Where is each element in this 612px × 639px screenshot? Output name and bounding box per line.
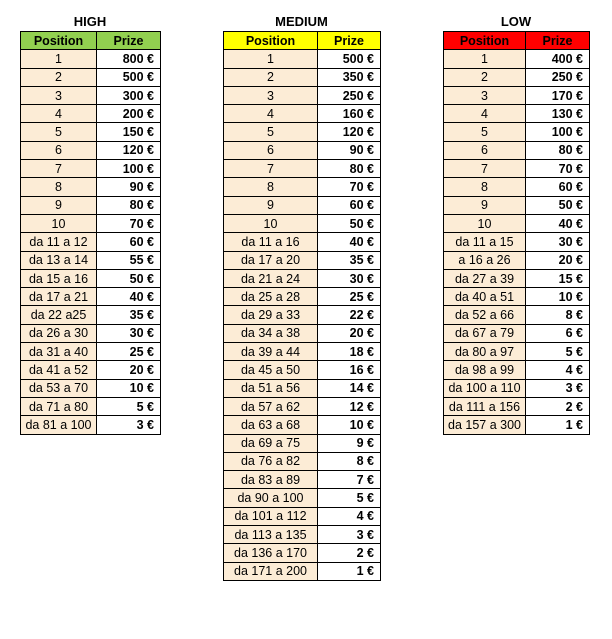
- table-row: [224, 86, 381, 104]
- prize-cell: 3 €: [97, 416, 161, 434]
- table-row: [21, 233, 161, 251]
- prize-cell: 35 €: [97, 306, 161, 324]
- position-cell: 9: [444, 196, 526, 214]
- table-row: [21, 86, 161, 104]
- table-row: [224, 68, 381, 86]
- prize-cell: 70 €: [526, 160, 590, 178]
- position-cell: da 11 a 15: [444, 233, 526, 251]
- table-row: [224, 324, 381, 342]
- position-header: Position: [21, 32, 97, 50]
- position-cell: da 51 a 56: [224, 379, 318, 397]
- position-cell: da 83 a 89: [224, 471, 318, 489]
- table-row: [224, 141, 381, 159]
- position-cell: da 113 a 135: [224, 526, 318, 544]
- prize-cell: 5 €: [318, 489, 381, 507]
- prize-cell: 150 €: [97, 123, 161, 141]
- prize-cell: 250 €: [318, 86, 381, 104]
- table-row: [21, 214, 161, 232]
- position-cell: da 63 a 68: [224, 416, 318, 434]
- prize-cell: 20 €: [97, 361, 161, 379]
- table-row: [21, 343, 161, 361]
- prize-cell: 8 €: [526, 306, 590, 324]
- position-cell: da 29 a 33: [224, 306, 318, 324]
- prize-cell: 16 €: [318, 361, 381, 379]
- table-row: [21, 160, 161, 178]
- table-row: [444, 288, 590, 306]
- table-row: [224, 471, 381, 489]
- table-row: [224, 489, 381, 507]
- table-row: [444, 233, 590, 251]
- position-cell: 9: [224, 196, 318, 214]
- table-row: [21, 178, 161, 196]
- prize-cell: 5 €: [97, 397, 161, 415]
- prize-cell: 60 €: [318, 196, 381, 214]
- prize-cell: 60 €: [526, 178, 590, 196]
- position-cell: 6: [21, 141, 97, 159]
- position-cell: da 81 a 100: [21, 416, 97, 434]
- prize-cell: 6 €: [526, 324, 590, 342]
- position-cell: da 17 a 21: [21, 288, 97, 306]
- position-cell: da 53 a 70: [21, 379, 97, 397]
- table-row: [224, 379, 381, 397]
- position-cell: da 98 a 99: [444, 361, 526, 379]
- position-cell: da 22 a25: [21, 306, 97, 324]
- table-row: [21, 416, 161, 434]
- table-row: [224, 416, 381, 434]
- position-cell: 3: [444, 86, 526, 104]
- prize-cell: 800 €: [97, 50, 161, 68]
- position-cell: da 27 a 39: [444, 269, 526, 287]
- medium-block: [223, 13, 380, 581]
- table-row: [444, 361, 590, 379]
- prize-cell: 10 €: [526, 288, 590, 306]
- table-row: [224, 507, 381, 525]
- table-row: [444, 214, 590, 232]
- position-cell: 6: [224, 141, 318, 159]
- table-row: [444, 160, 590, 178]
- position-cell: da 111 a 156: [444, 397, 526, 415]
- position-cell: 1: [224, 50, 318, 68]
- position-cell: da 100 a 110: [444, 379, 526, 397]
- table-row: [444, 251, 590, 269]
- position-cell: 10: [224, 214, 318, 232]
- position-cell: 5: [21, 123, 97, 141]
- table-row: [444, 105, 590, 123]
- table-row: [21, 288, 161, 306]
- prize-cell: 8 €: [318, 452, 381, 470]
- position-cell: da 157 a 300: [444, 416, 526, 434]
- position-cell: 4: [224, 105, 318, 123]
- prize-cell: 500 €: [97, 68, 161, 86]
- table-row: [224, 196, 381, 214]
- medium-title: MEDIUM: [275, 14, 328, 29]
- position-cell: 3: [224, 86, 318, 104]
- position-cell: da 67 a 79: [444, 324, 526, 342]
- table-row: [224, 251, 381, 269]
- prize-cell: 50 €: [318, 214, 381, 232]
- table-row: [224, 343, 381, 361]
- position-cell: da 71 a 80: [21, 397, 97, 415]
- prize-cell: 60 €: [97, 233, 161, 251]
- position-cell: da 76 a 82: [224, 452, 318, 470]
- table-row: [21, 361, 161, 379]
- position-cell: 8: [21, 178, 97, 196]
- position-cell: da 101 a 112: [224, 507, 318, 525]
- position-header: Position: [224, 32, 318, 50]
- prize-cell: 300 €: [97, 86, 161, 104]
- position-cell: da 15 a 16: [21, 269, 97, 287]
- table-row: [444, 196, 590, 214]
- position-cell: da 45 a 50: [224, 361, 318, 379]
- table-row: [21, 397, 161, 415]
- table-row: [21, 105, 161, 123]
- table-row: [224, 434, 381, 452]
- position-cell: da 80 a 97: [444, 343, 526, 361]
- prize-cell: 80 €: [318, 160, 381, 178]
- table-row: [224, 178, 381, 196]
- prize-cell: 4 €: [318, 507, 381, 525]
- position-cell: da 52 a 66: [444, 306, 526, 324]
- position-cell: da 11 a 16: [224, 233, 318, 251]
- position-cell: 7: [444, 160, 526, 178]
- position-cell: 6: [444, 141, 526, 159]
- position-cell: 8: [224, 178, 318, 196]
- table-row: [224, 105, 381, 123]
- position-cell: da 136 a 170: [224, 544, 318, 562]
- position-cell: 5: [224, 123, 318, 141]
- table-row: [224, 452, 381, 470]
- prize-header: Prize: [97, 32, 161, 50]
- prize-cell: 3 €: [318, 526, 381, 544]
- table-row: [444, 269, 590, 287]
- high-prize-table: [20, 31, 161, 435]
- table-row: [444, 324, 590, 342]
- prize-cell: 80 €: [526, 141, 590, 159]
- table-row: [21, 251, 161, 269]
- prize-cell: 4 €: [526, 361, 590, 379]
- prize-cell: 120 €: [318, 123, 381, 141]
- prize-cell: 130 €: [526, 105, 590, 123]
- position-cell: 2: [224, 68, 318, 86]
- high-block: [20, 13, 160, 435]
- table-row: [224, 214, 381, 232]
- prize-cell: 70 €: [318, 178, 381, 196]
- table-row: [444, 86, 590, 104]
- position-cell: 4: [444, 105, 526, 123]
- table-row: [224, 361, 381, 379]
- table-row: [224, 562, 381, 580]
- table-row: [444, 50, 590, 68]
- prize-cell: 10 €: [318, 416, 381, 434]
- prize-cell: 40 €: [526, 214, 590, 232]
- prize-cell: 40 €: [318, 233, 381, 251]
- position-cell: 5: [444, 123, 526, 141]
- position-cell: 10: [444, 214, 526, 232]
- table-row: [21, 141, 161, 159]
- table-row: [224, 233, 381, 251]
- table-row: [224, 288, 381, 306]
- prize-cell: 22 €: [318, 306, 381, 324]
- position-cell: da 13 a 14: [21, 251, 97, 269]
- position-cell: 3: [21, 86, 97, 104]
- prize-header: Prize: [318, 32, 381, 50]
- table-row: [224, 526, 381, 544]
- prize-cell: 20 €: [318, 324, 381, 342]
- position-cell: da 21 a 24: [224, 269, 318, 287]
- prize-cell: 170 €: [526, 86, 590, 104]
- low-block: [443, 13, 589, 435]
- position-cell: da 69 a 75: [224, 434, 318, 452]
- prize-cell: 160 €: [318, 105, 381, 123]
- table-row: [444, 397, 590, 415]
- prize-cell: 350 €: [318, 68, 381, 86]
- position-cell: da 17 a 20: [224, 251, 318, 269]
- table-row: [444, 68, 590, 86]
- prize-cell: 80 €: [97, 196, 161, 214]
- table-row: [21, 269, 161, 287]
- position-cell: da 171 a 200: [224, 562, 318, 580]
- prize-cell: 30 €: [318, 269, 381, 287]
- prize-cell: 70 €: [97, 214, 161, 232]
- table-row: [21, 123, 161, 141]
- table-row: [444, 379, 590, 397]
- position-cell: da 57 a 62: [224, 397, 318, 415]
- position-cell: da 40 a 51: [444, 288, 526, 306]
- prize-cell: 2 €: [526, 397, 590, 415]
- table-row: [224, 160, 381, 178]
- position-cell: 1: [21, 50, 97, 68]
- position-cell: 7: [21, 160, 97, 178]
- table-row: [224, 306, 381, 324]
- prize-cell: 20 €: [526, 251, 590, 269]
- prize-cell: 14 €: [318, 379, 381, 397]
- table-row: [444, 343, 590, 361]
- prize-cell: 200 €: [97, 105, 161, 123]
- prize-cell: 7 €: [318, 471, 381, 489]
- prize-cell: 1 €: [318, 562, 381, 580]
- position-cell: da 90 a 100: [224, 489, 318, 507]
- prize-cell: 90 €: [97, 178, 161, 196]
- prize-cell: 40 €: [97, 288, 161, 306]
- prize-cell: 30 €: [526, 233, 590, 251]
- position-cell: a 16 a 26: [444, 251, 526, 269]
- prize-cell: 50 €: [526, 196, 590, 214]
- table-row: [21, 379, 161, 397]
- position-cell: 2: [444, 68, 526, 86]
- table-row: [224, 269, 381, 287]
- table-row: [444, 178, 590, 196]
- table-row: [21, 324, 161, 342]
- prize-cell: 100 €: [97, 160, 161, 178]
- high-title: HIGH: [73, 14, 107, 29]
- prize-cell: 55 €: [97, 251, 161, 269]
- position-cell: da 25 a 28: [224, 288, 318, 306]
- prize-cell: 50 €: [97, 269, 161, 287]
- position-cell: 9: [21, 196, 97, 214]
- position-cell: da 11 a 12: [21, 233, 97, 251]
- position-cell: 2: [21, 68, 97, 86]
- position-header: Position: [444, 32, 526, 50]
- prize-cell: 12 €: [318, 397, 381, 415]
- table-row: [21, 68, 161, 86]
- prize-cell: 25 €: [318, 288, 381, 306]
- position-cell: da 34 a 38: [224, 324, 318, 342]
- table-row: [444, 123, 590, 141]
- position-cell: 10: [21, 214, 97, 232]
- prize-cell: 3 €: [526, 379, 590, 397]
- table-row: [444, 306, 590, 324]
- prize-cell: 25 €: [97, 343, 161, 361]
- prize-cell: 2 €: [318, 544, 381, 562]
- table-row: [224, 50, 381, 68]
- prize-cell: 18 €: [318, 343, 381, 361]
- prize-cell: 30 €: [97, 324, 161, 342]
- position-cell: da 26 a 30: [21, 324, 97, 342]
- position-cell: 7: [224, 160, 318, 178]
- prize-cell: 90 €: [318, 141, 381, 159]
- table-row: [21, 306, 161, 324]
- prize-cell: 1 €: [526, 416, 590, 434]
- position-cell: da 39 a 44: [224, 343, 318, 361]
- position-cell: 1: [444, 50, 526, 68]
- prize-cell: 9 €: [318, 434, 381, 452]
- medium-prize-table: [223, 31, 381, 581]
- prize-cell: 100 €: [526, 123, 590, 141]
- low-title: LOW: [500, 14, 532, 29]
- prize-cell: 500 €: [318, 50, 381, 68]
- table-row: [224, 123, 381, 141]
- table-row: [444, 141, 590, 159]
- table-row: [444, 416, 590, 434]
- position-cell: 4: [21, 105, 97, 123]
- prize-cell: 15 €: [526, 269, 590, 287]
- position-cell: da 41 a 52: [21, 361, 97, 379]
- prize-cell: 10 €: [97, 379, 161, 397]
- low-prize-table: [443, 31, 590, 435]
- table-row: [224, 544, 381, 562]
- prize-cell: 35 €: [318, 251, 381, 269]
- prize-cell: 5 €: [526, 343, 590, 361]
- table-row: [21, 50, 161, 68]
- prize-header: Prize: [526, 32, 590, 50]
- prize-cell: 120 €: [97, 141, 161, 159]
- position-cell: 8: [444, 178, 526, 196]
- prize-cell: 250 €: [526, 68, 590, 86]
- table-row: [21, 196, 161, 214]
- prize-cell: 400 €: [526, 50, 590, 68]
- table-row: [224, 397, 381, 415]
- position-cell: da 31 a 40: [21, 343, 97, 361]
